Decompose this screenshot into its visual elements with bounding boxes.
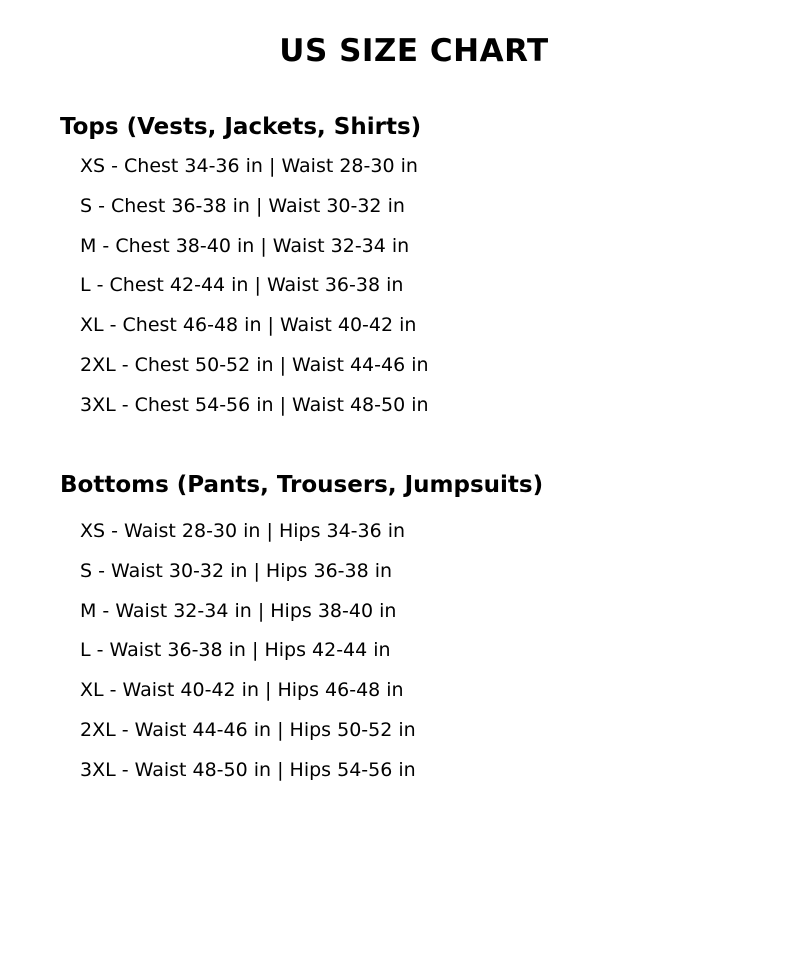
size-row-l: L - Waist 36-38 in | Hips 42-44 in xyxy=(80,639,391,662)
size-row-xl: XL - Waist 40-42 in | Hips 46-48 in xyxy=(80,679,404,702)
size-row-3xl: 3XL - Chest 54-56 in | Waist 48-50 in xyxy=(80,393,429,416)
size-row-m: M - Chest 38-40 in | Waist 32-34 in xyxy=(80,234,410,257)
size-row-2xl: 2XL - Waist 44-46 in | Hips 50-52 in xyxy=(80,718,416,741)
size-row-l: L - Chest 42-44 in | Waist 36-38 in xyxy=(80,274,404,297)
page-title: US SIZE CHART xyxy=(279,33,549,69)
tops-size-list xyxy=(80,153,429,432)
size-row-m: M - Waist 32-34 in | Hips 38-40 in xyxy=(80,599,397,622)
size-row-xs: XS - Chest 34-36 in | Waist 28-30 in xyxy=(80,155,418,177)
tops-section-heading: Tops (Vests, Jackets, Shirts) xyxy=(60,114,422,140)
size-row-s: S - Chest 36-38 in | Waist 30-32 in xyxy=(80,194,405,217)
size-row-xl: XL - Chest 46-48 in | Waist 40-42 in xyxy=(80,314,417,337)
size-row-s: S - Waist 30-32 in | Hips 36-38 in xyxy=(80,559,393,582)
size-row-2xl: 2XL - Chest 50-52 in | Waist 44-46 in xyxy=(80,353,429,376)
bottoms-size-list xyxy=(80,518,416,797)
size-row-3xl: 3XL - Waist 48-50 in | Hips 54-56 in xyxy=(80,758,416,781)
bottoms-section-heading: Bottoms (Pants, Trousers, Jumpsuits) xyxy=(60,472,544,498)
size-row-xs: XS - Waist 28-30 in | Hips 34-36 in xyxy=(80,520,406,542)
